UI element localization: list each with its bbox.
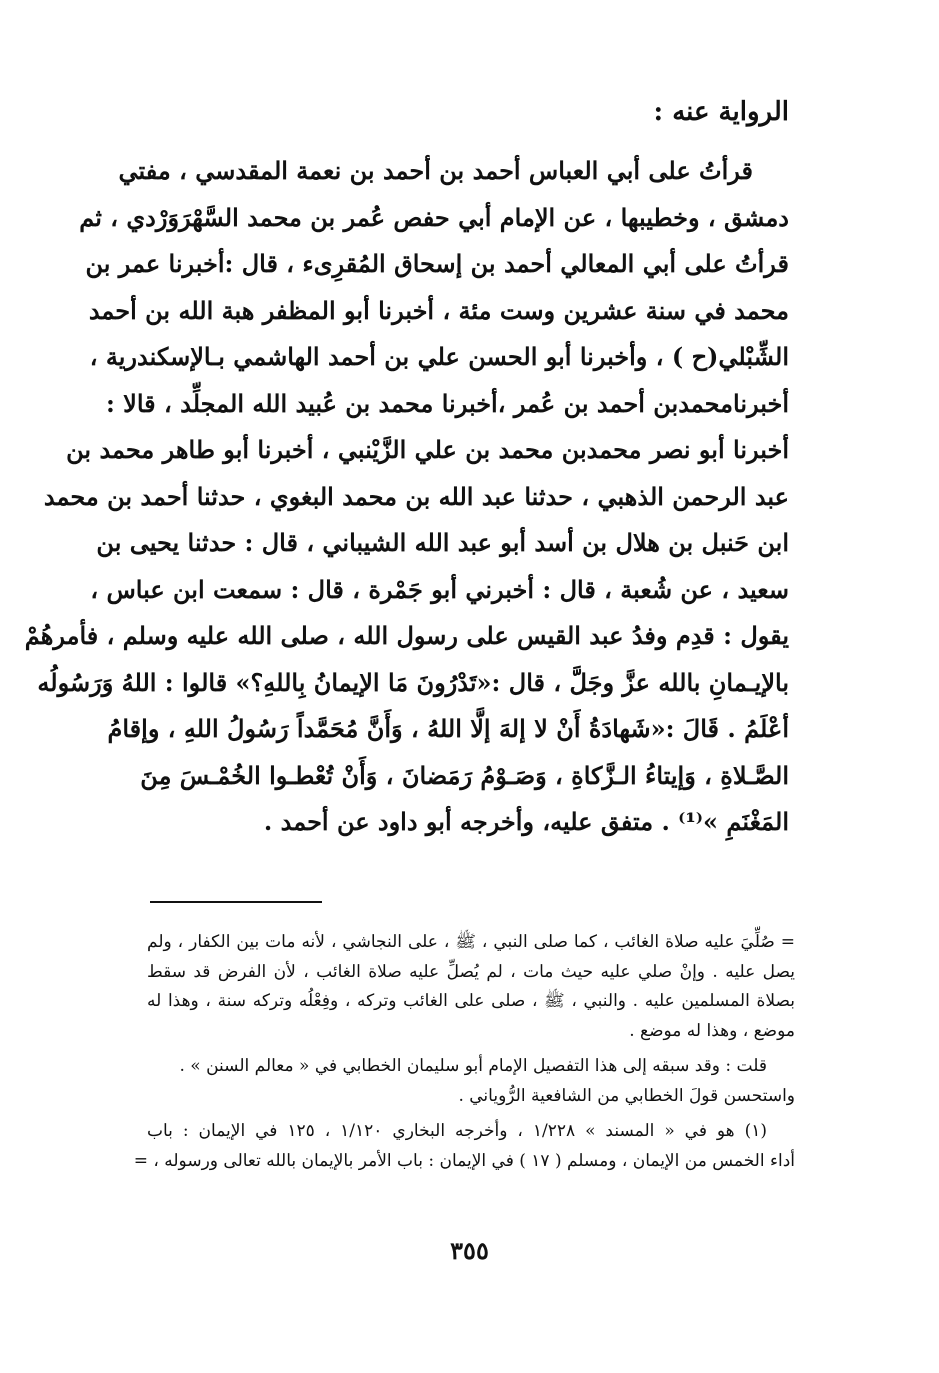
text-line: محمد في سنة عشرين وست مئة ، أخبرنا أبو المظفر هبة الله بن أحمد [88,295,789,325]
footnote-line: (١) هو في « المسند » ١/٢٢٨ ، وأخرجه البخاري ١/١٢٠ ، ١٢٥ في الإيمان : باب [147,1121,768,1141]
footnotes [133,928,795,1176]
footnote-line: واستحسن قولَ الخطابي من الشافعية الرُّوياني . [458,1085,795,1106]
page-number: ٣٥٥ [450,1236,489,1265]
text-line: عبد الرحمن الذهبي ، حدثنا عبد الله بن محمد البغوي ، حدثنا أحمد بن محمد [43,481,789,511]
footnote-line: يصل عليه . وإنْ صلي عليه حيث مات ، لم يُصلِّ عليه صلاة الغائب ، لأن الفرض قد سقط [147,961,795,982]
footnote-separator [150,901,322,903]
text-line: بالإيـمانِ بالله عزَّ وجَلَّ ، قال :«تَدْرُونَ مَا الإيمانُ بِاللهِ؟» قالوا : اللهُ وَرَسُولُه [37,667,789,697]
text-line: أخبرنا أبو نصر محمدبن محمد بن علي الزَّيْنبي ، أخبرنا أبو طاهر محمد بن [66,435,789,464]
footnote-line: موضع ، وهذا له موضع . [629,1020,795,1041]
text-line: سعيد ، عن شُعبة ، قال : أخبرني أبو جَمْرة ، قال : سمعت ابن عباس ، [90,574,789,604]
text-line: المَغْنَمِ »⁽¹⁾ . متفق عليه، وأخرجه أبو داود عن أحمد . [263,807,789,836]
text-line: أخبرنامحمدبن أحمد بن عُمر ،أخبرنا محمد بن عُبيد الله المجلِّد ، قالا : [105,388,789,418]
section-heading: الرواية عنه : [653,97,789,127]
footnote-line: قلت : وقد سبقه إلى هذا التفصيل الإمام أبو سليمان الخطابي في « معالم السنن » . [179,1056,767,1076]
footnote-line: = صُلِّيَ عليه صلاة الغائب ، كما صلى النبي ، ﷺ ، على النجاشي ، لأنه مات بين الكفار ، ولم [147,932,795,952]
main-text [24,148,789,846]
text-line: أعْلَمُ . قَالَ :«شَهادَةُ أَنْ لا إلهَ إلَّا اللهُ ، وَأَنَّ مُحَمَّداً رَسُولُ اللهِ ، وإقامُ [107,714,789,743]
footnote-line: أداء الخمس من الإيمان ، ومسلم ( ١٧ ) في الإيمان : باب الأمر بالإيمان بالله تعالى ورسوله ، = [133,1150,795,1171]
text-line: الشِّبْلي(ح ) ، وأخبرنا أبو الحسن علي بن أحمد الهاشمي بـالإسكندرية ، [89,342,789,371]
text-line: دمشق ، وخطيبها ، عن الإمام أبي حفص عُمر بن محمد السَّهْرَوَرْدي ، ثم [79,202,789,232]
text-line: الصَّـلاةِ ، وَإيتاءُ الـزَّكاةِ ، وَصَـوْمُ رَمَضانَ ، وَأَنْ تُعْطـوا الخُمْـسَ مِنَ [140,760,789,790]
footnote-line: بصلاة المسلمين عليه . والنبي ، ﷺ ، صلى على الغائب وتركه ، وفِعْلُه وتركه سنة ، وهذا له [147,991,795,1011]
text-line: ابن حَنبل بن هلال بن أسد أبو عبد الله الشيباني ، قال : حدثنا يحيى بن [96,528,789,557]
text-line: يقول : قدِم وفدُ عبد القيس على رسول الله ، صلى الله عليه وسلم ، فأمرهُمْ [24,621,789,650]
text-line: قرأتُ على أبي المعالي أحمد بن إسحاق المُقرِىء ، قال :أخبرنا عمر بن [85,249,789,278]
text-line: قرأتُ على أبي العباس أحمد بن أحمد بن نعمة المقدسي ، مفتي [118,156,753,185]
